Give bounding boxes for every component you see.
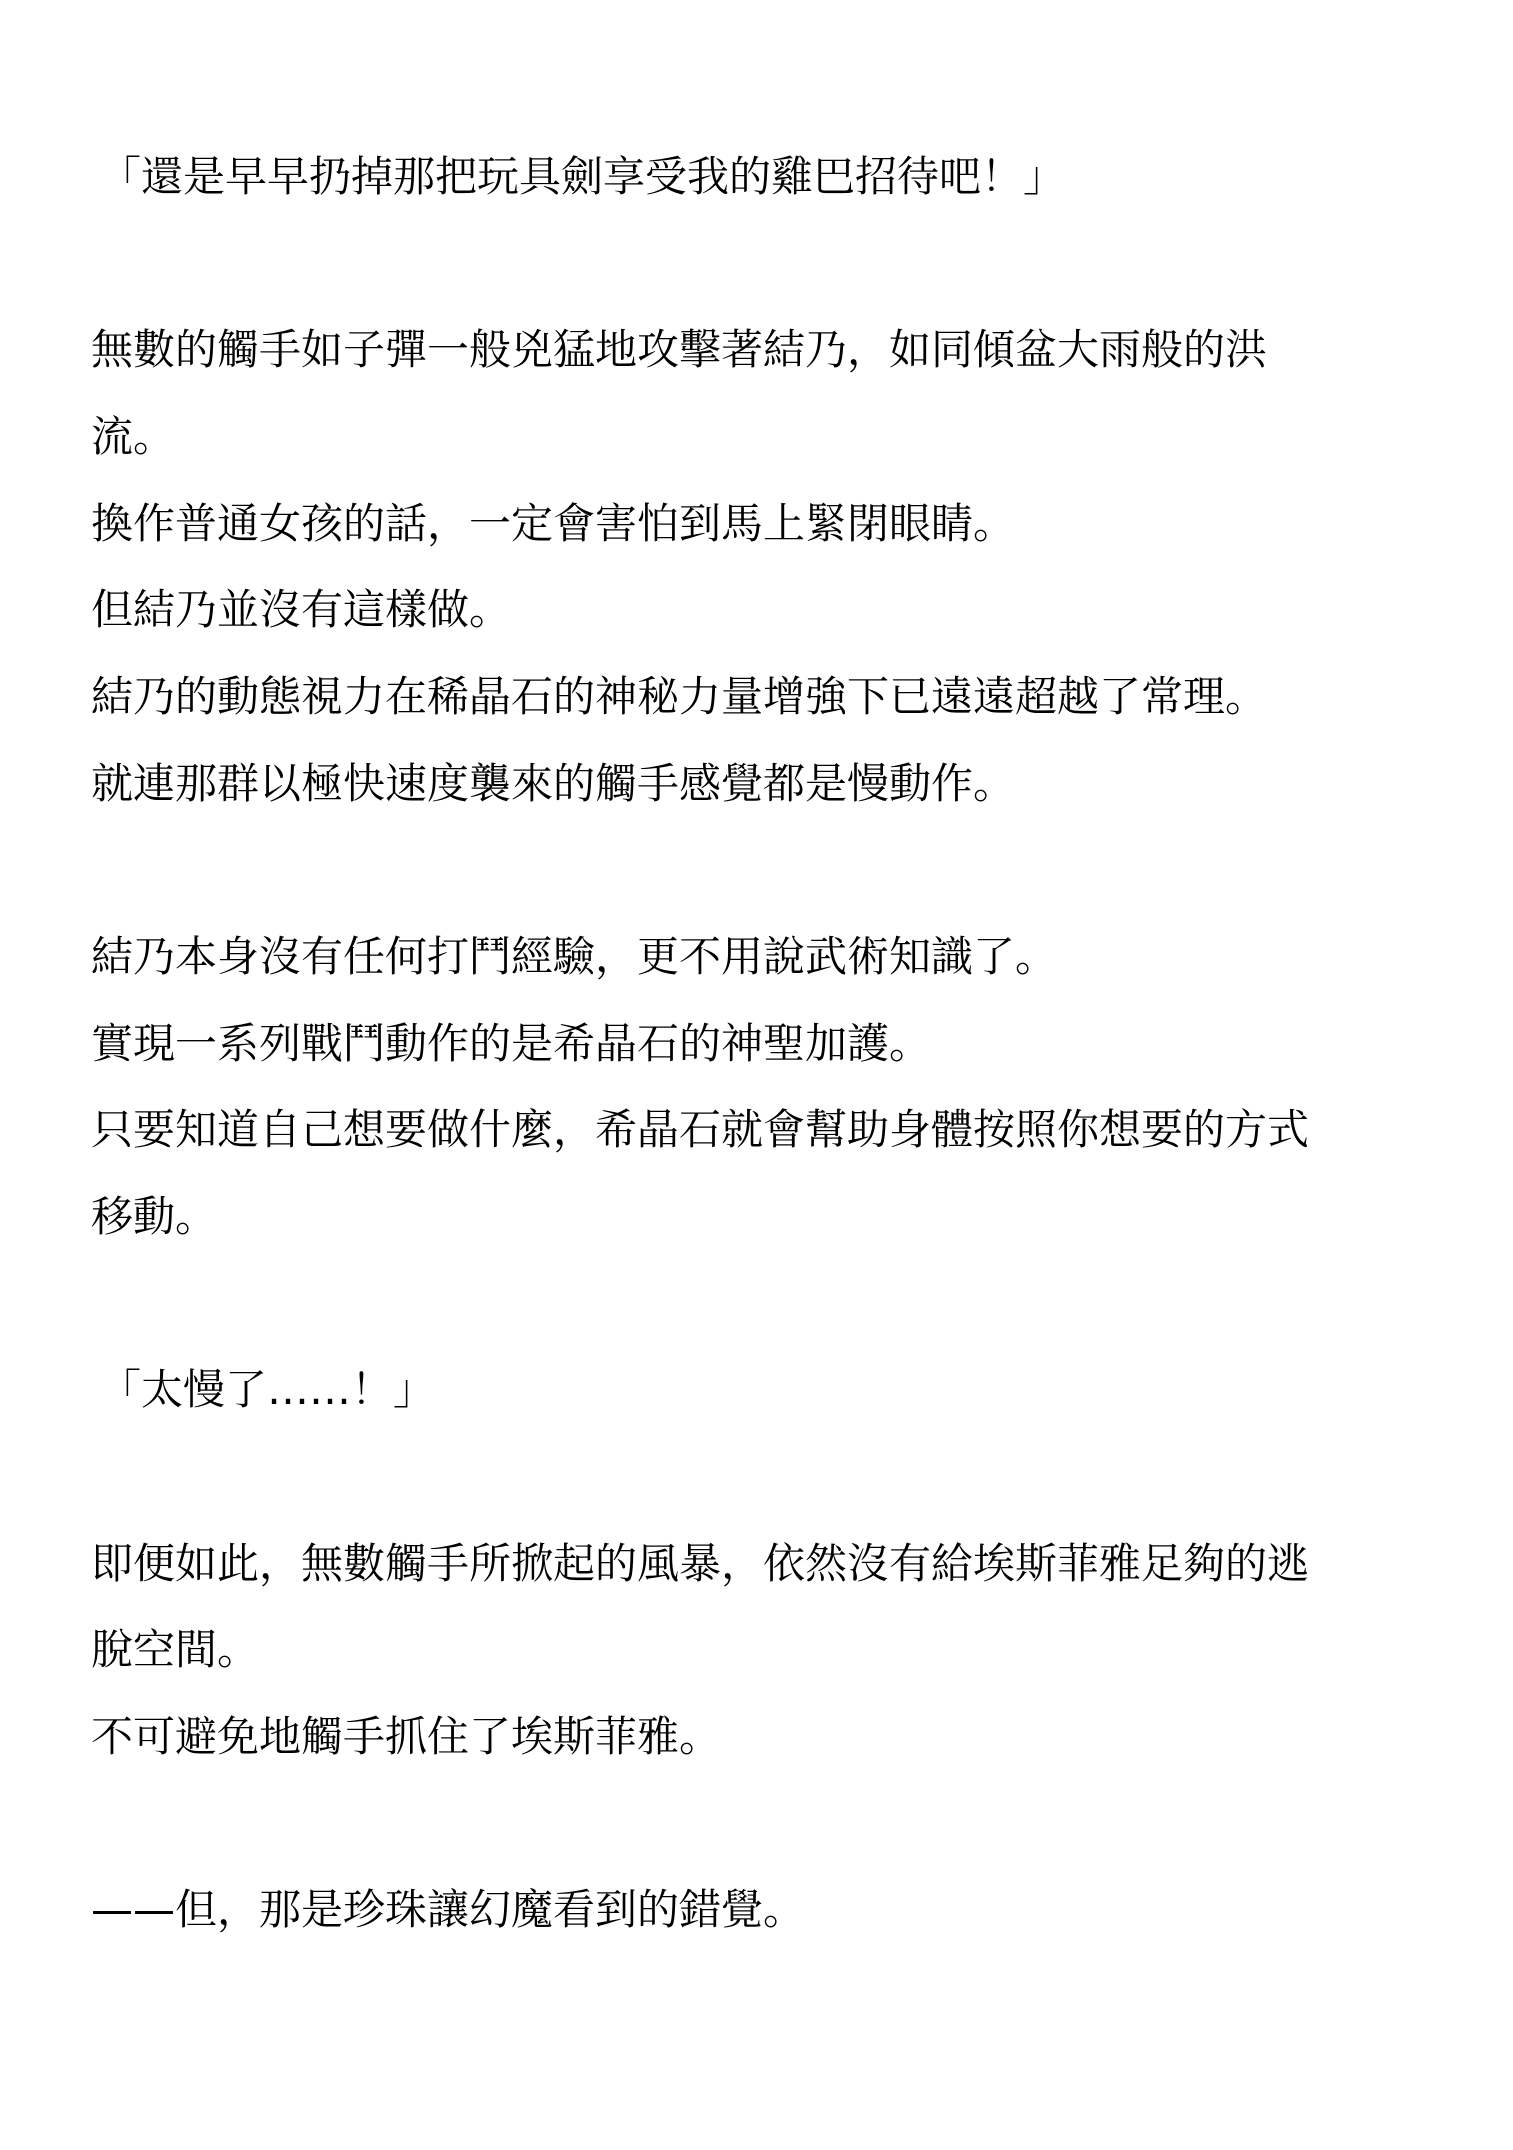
paragraph-line: 只要知道自己想要做什麼，希晶石就會幫助身體按照你想要的方式 — [91, 1105, 1310, 1154]
paragraph-line: ——但，那是珍珠讓幻魔看到的錯覺。 — [91, 1885, 806, 1934]
paragraph-line: 即便如此，無數觸手所掀起的風暴，依然沒有給埃斯菲雅足夠的逃 — [91, 1539, 1310, 1588]
dialogue-line: 「還是早早扔掉那把玩具劍享受我的雞巴招待吧！」 — [99, 152, 1066, 201]
paragraph-line: 移動。 — [91, 1192, 218, 1241]
paragraph-line: 無數的觸手如子彈一般兇猛地攻擊著結乃，如同傾盆大雨般的洪 — [91, 325, 1268, 374]
paragraph-line: 結乃本身沒有任何打鬥經驗，更不用說武術知識了。 — [91, 932, 1058, 981]
paragraph-line: 但結乃並沒有這樣做。 — [91, 585, 512, 634]
paragraph-line: 實現一系列戰鬥動作的是希晶石的神聖加護。 — [91, 1019, 932, 1068]
paragraph-line: 流。 — [91, 412, 176, 461]
dialogue-line: 「太慢了……！」 — [99, 1365, 436, 1414]
paragraph-line: 脫空間。 — [91, 1625, 260, 1674]
paragraph-line: 換作普通女孩的話，一定會害怕到馬上緊閉眼睛。 — [91, 499, 1016, 548]
paragraph-line: 就連那群以極快速度襲來的觸手感覺都是慢動作。 — [91, 759, 1016, 808]
paragraph-line: 結乃的動態視力在稀晶石的神秘力量增強下已遠遠超越了常理。 — [91, 672, 1268, 721]
paragraph-line: 不可避免地觸手抓住了埃斯菲雅。 — [91, 1712, 722, 1761]
